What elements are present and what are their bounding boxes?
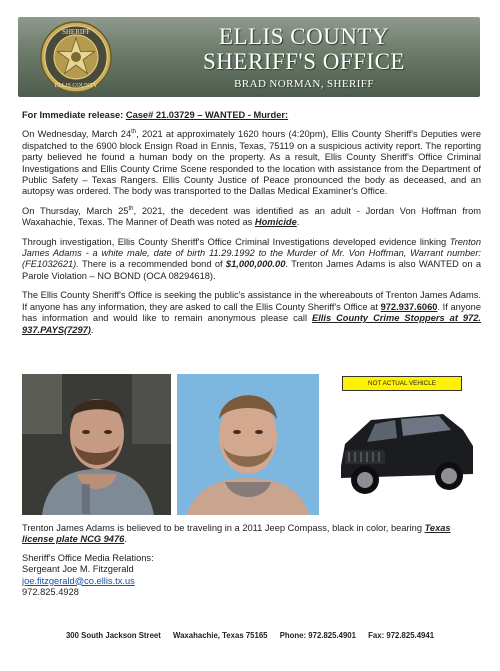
sheriff-star-badge-icon xyxy=(40,21,112,93)
header-banner xyxy=(18,17,480,97)
license-plate: Texas license plate NCG 9476 xyxy=(22,523,451,545)
paragraph2-end: . xyxy=(296,217,300,228)
manner-of-death: Homicide xyxy=(254,217,297,228)
header-title-line1: ELLIS COUNTY xyxy=(218,24,390,49)
vehicle-text: Trenton James Adams is believed to be traveling in a 2011 Jeep Compass, black in color, bearing xyxy=(22,523,425,533)
paragraph-identification xyxy=(22,206,481,229)
paragraph4-end: . xyxy=(90,324,94,335)
paragraph2-sup: th xyxy=(128,205,134,212)
paragraph3-part3: . Trenton James Adams is also WANTED on a Parole Violation – NO BOND (OCA 08294618). xyxy=(22,259,481,281)
suspect-photo-mugshot xyxy=(177,374,319,515)
bond-amount: $1,000,000.00 xyxy=(225,259,286,270)
paragraph4-part1: The Ellis County Sheriff's Office is seeking the public's assistance in the whereabouts of Trenton James Adams. If anyone has any information, they are asked to call the Ellis County Sheriff's Office at xyxy=(22,290,481,312)
paragraph3-part1: Through investigation, Ellis County Sheriff's Office Criminal Investigations developed evidence linking xyxy=(22,236,450,247)
header-title-line2: SHERIFF'S OFFICE xyxy=(203,49,405,74)
vehicle-end: . xyxy=(124,534,127,545)
badge-text-bottom: ELLIS COUNTY xyxy=(54,83,98,89)
footer-fax: Fax: 972.825.4941 xyxy=(368,631,435,640)
release-label: For Immediate release: xyxy=(22,110,124,120)
paragraph-public-assistance xyxy=(22,290,481,336)
paragraph2-text: , 2021, the decedent was identified as an adult - Jordan Von Hoffman from Waxahachie, Texas. The Manner of Death was noted as xyxy=(22,205,481,228)
lower-section xyxy=(22,523,481,605)
vehicle-description xyxy=(22,523,481,546)
suspect-description: Trenton James Adams - a white male, date of birth 11.29.1992 to the Murder of Mr. Von Hoffman, Warrant number: (FE1032621). xyxy=(22,236,481,270)
media-contact xyxy=(22,553,481,599)
header-subtitle: BRAD NORMAN, SHERIFF xyxy=(234,78,374,90)
paragraph1-lead: On Wednesday, March 24 xyxy=(22,129,132,140)
paragraph1-text: , 2021 at approximately 1620 hours (4:20pm), Ellis County Sheriff's Deputies were dispatched to the 6900 block Ensign Road in Ennis, Texas, 75119 on a suspicious activity report. The reporting party believed he found a human body on the property. As a result, Ellis County Sheriff's Office Criminal Investigations and Ellis County Crime Scene responded to the location with assistance from the Department of Public Safety – Texas Rangers. Ellis County Justice of Peace pronounced the body as deceased, and an autopsy was ordered. The body was transported to the Dallas Medical Examiner's Office. xyxy=(22,129,481,197)
footer-address: 300 South Jackson Street xyxy=(65,631,161,640)
footer-phone: Phone: 972.825.4901 xyxy=(279,631,356,640)
crime-stoppers-line: Ellis County Crime Stoppers at 972. 937.PAYS(7297) xyxy=(22,313,481,335)
contact-name: Sergeant Joe M. Fitzgerald xyxy=(22,564,134,575)
not-actual-vehicle-label: NOT ACTUAL VEHICLE xyxy=(342,376,462,391)
sheriff-phone-number: 972.937.6060 xyxy=(380,301,438,312)
case-number: Case# 21.03729 – WANTED - Murder: xyxy=(125,110,289,120)
paragraph2-lead: On Thursday, March 25 xyxy=(22,205,129,216)
media-relations-label: Sheriff's Office Media Relations: xyxy=(22,552,154,563)
paragraph-investigation xyxy=(22,237,481,283)
footer-city: Waxahachie, Texas 75165 xyxy=(173,631,268,640)
press-release-body xyxy=(22,110,481,344)
badge-text-top: SHERIFF xyxy=(61,28,91,36)
paragraph4-part2: . If anyone has information and would like to remain anonymous please call xyxy=(22,301,481,324)
contact-phone: 972.825.4928 xyxy=(22,587,79,598)
contact-email-link[interactable]: joe.fitzgerald@co.ellis.tx.us xyxy=(22,575,135,586)
release-line xyxy=(22,110,481,121)
paragraph-incident xyxy=(22,129,481,197)
footer xyxy=(0,631,500,640)
paragraph1-sup: th xyxy=(131,129,137,136)
suspect-photo-selfie xyxy=(22,374,171,515)
paragraph3-part2: There is a recommended bond of xyxy=(78,259,226,270)
vehicle-photo xyxy=(331,374,481,515)
